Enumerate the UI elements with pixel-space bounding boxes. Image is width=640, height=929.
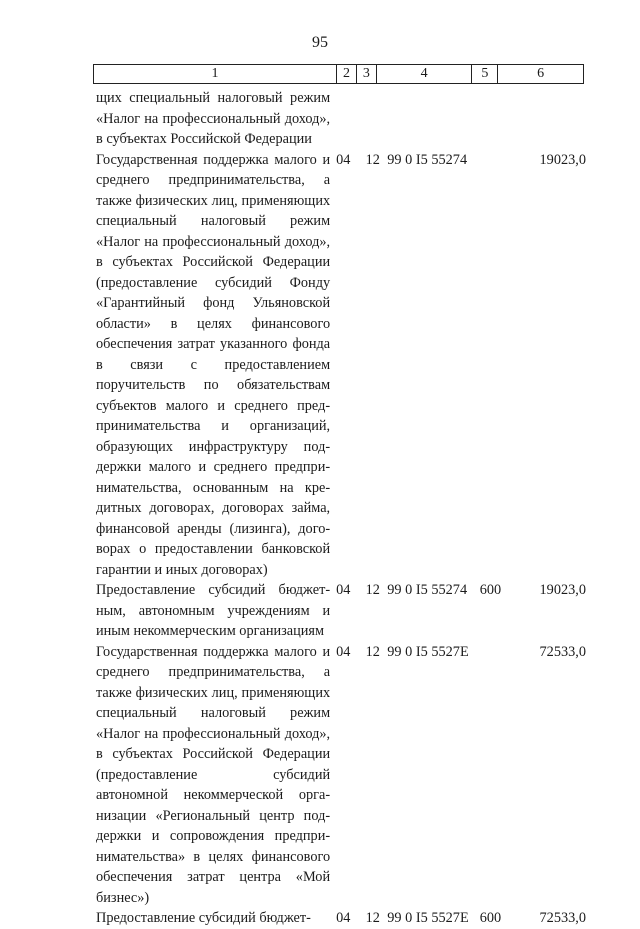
- table-row: [96, 580, 586, 642]
- column-number-5: 5: [472, 65, 498, 83]
- amount: 72533,0: [539, 643, 586, 660]
- table-row: [96, 642, 586, 909]
- column-number-4: 4: [377, 65, 473, 83]
- column-number-header: [93, 64, 584, 84]
- page-number: 95: [312, 34, 328, 51]
- column-number-3: 3: [357, 65, 377, 83]
- subsection-code: 12: [365, 910, 380, 926]
- table-row: [96, 908, 586, 929]
- section-code: 04: [336, 643, 351, 660]
- section-code: 04: [336, 151, 351, 168]
- column-number-2: 2: [337, 65, 357, 83]
- subsection-code: 12: [365, 582, 380, 598]
- target-article-code: 99 0 I5 5527E: [387, 643, 469, 660]
- target-article-code: 99 0 I5 55274: [387, 151, 468, 168]
- amount: 19023,0: [539, 582, 586, 598]
- row-description: щих специальный налоговый режим «Налог на профессиональный доход», в субъектах Российской Федерации: [96, 90, 331, 147]
- row-description: Предоставление субсидий бюджет-: [96, 910, 311, 926]
- amount: 19023,0: [539, 151, 586, 168]
- row-description: Государственная поддержка малого и среднего предпринимательства, а также физических лиц, применяющих специальный налоговый режим «Налог на профессиональный доход», в субъектах Российской Федерации (предоставление субсидий Фонду «Гарантийный фонд Ульяновской области» в целях финансового обеспечения затрат указанного фонда в связи с предоставлением поручительств по обязательствам субъектов малого и среднего предпринимательства и организаций, образующих инфраструктуру поддержки малого и среднего предпринимательства, основанным на кредитных договорах, договорах займа, финансовой аренды (лизинга), договорах о предоставлении банковской гарантии и иных договорах): [96, 151, 331, 578]
- budget-table-rows: [96, 88, 586, 929]
- table-row: [96, 88, 586, 150]
- column-number-6: 6: [537, 66, 545, 81]
- target-article-code: 99 0 I5 5527E: [387, 910, 469, 926]
- amount: 72533,0: [539, 910, 586, 926]
- expense-type-code: 600: [479, 582, 502, 598]
- subsection-code: 12: [365, 151, 380, 168]
- subsection-code: 12: [365, 643, 380, 660]
- column-number-1: 1: [94, 65, 337, 83]
- expense-type-code: 600: [479, 910, 502, 926]
- section-code: 04: [336, 582, 351, 598]
- table-row: [96, 150, 586, 581]
- row-description: Предоставление субсидий бюджетным, автономным учреждениям и иным некоммерческим организациям: [96, 582, 331, 639]
- row-description: Государственная поддержка малого и среднего предпринимательства, а также физических лиц, применяющих специальный налоговый режим «Налог на профессиональный доход», в субъектах Российской Федерации (предоставление субсидий автономной некоммерческой организации «Региональный центр поддержки и сопровождения предпринимательства» в целях финансового обеспечения затрат центра «Мой бизнес»): [96, 643, 331, 906]
- target-article-code: 99 0 I5 55274: [387, 582, 468, 598]
- section-code: 04: [336, 910, 351, 926]
